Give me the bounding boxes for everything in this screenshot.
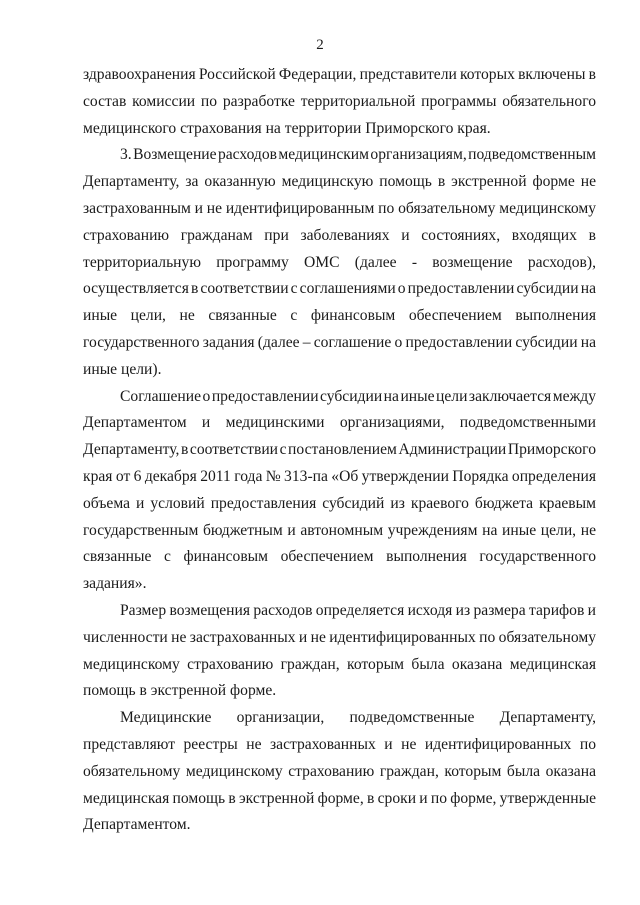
text-line: медицинского страхования на территории Приморского края.: [83, 119, 491, 137]
paragraph: [83, 62, 596, 142]
text-line: страхованию гражданам при заболеваниях и состояниях, входящих в: [83, 226, 596, 244]
paragraph: [83, 384, 596, 598]
page-number: 2: [316, 37, 324, 53]
text-line: объема и условий предоставления субсидий из краевого бюджета краевым: [83, 494, 596, 512]
text-line: края от 6 декабря 2011 года № 313-па «Об утверждении Порядка определения: [83, 467, 596, 485]
text-line: Департаментом.: [83, 816, 191, 834]
text-line: Медицинские организации, подведомственные Департаменту,: [120, 709, 596, 727]
text-line: задания».: [83, 575, 147, 593]
text-line: 3. Возмещение расходов медицинским организациям, подведомственным: [120, 146, 596, 164]
text-line: Размер возмещения расходов определяется исходя из размера тарифов и: [120, 601, 596, 619]
text-line: иные цели).: [83, 360, 162, 378]
text-line: связанные с финансовым обеспечением выполнения государственного: [83, 548, 596, 566]
text-line: помощь в экстренной форме.: [83, 682, 277, 700]
text-line: Департаменту, за оказанную медицинскую помощь в экстренной форме не: [83, 173, 596, 191]
text-line: обязательному медицинскому страхованию граждан, которым была оказана: [83, 762, 596, 780]
text-line: состав комиссии по разработке территориальной программы обязательного: [83, 92, 596, 110]
paragraph: [83, 705, 596, 839]
text-line: Департаментом и медицинскими организациями, подведомственными: [83, 414, 596, 432]
text-line: представляют реестры не застрахованных и не идентифицированных по: [83, 735, 596, 753]
text-line: иные цели, не связанные с финансовым обеспечением выполнения: [83, 307, 596, 325]
text-line: осуществляется в соответствии с соглашениями о предоставлении субсидии на: [83, 280, 596, 298]
text-line: численности не застрахованных и не идентифицированных по обязательному: [83, 628, 596, 646]
text-line: застрахованным и не идентифицированным по обязательному медицинскому: [83, 199, 596, 217]
text-line: территориальную программу ОМС (далее - возмещение расходов),: [83, 253, 596, 271]
text-line: государственного задания (далее – соглашение о предоставлении субсидии на: [83, 333, 596, 351]
text-line: государственным бюджетным и автономным учреждениям на иные цели, не: [83, 521, 596, 539]
text-line: медицинскому страхованию граждан, которым была оказана медицинская: [83, 655, 596, 673]
text-line: Департаменту, в соответствии с постановлением Администрации Приморского: [83, 441, 596, 459]
document-body: [83, 62, 596, 839]
paragraph: [83, 142, 596, 383]
paragraph: [83, 598, 596, 705]
text-line: медицинская помощь в экстренной форме, в сроки и по форме, утвержденные: [83, 789, 596, 807]
text-line: Соглашение о предоставлении субсидии на иные цели заключается между: [120, 387, 596, 405]
text-line: здравоохранения Российской Федерации, представители которых включены в: [83, 66, 596, 83]
